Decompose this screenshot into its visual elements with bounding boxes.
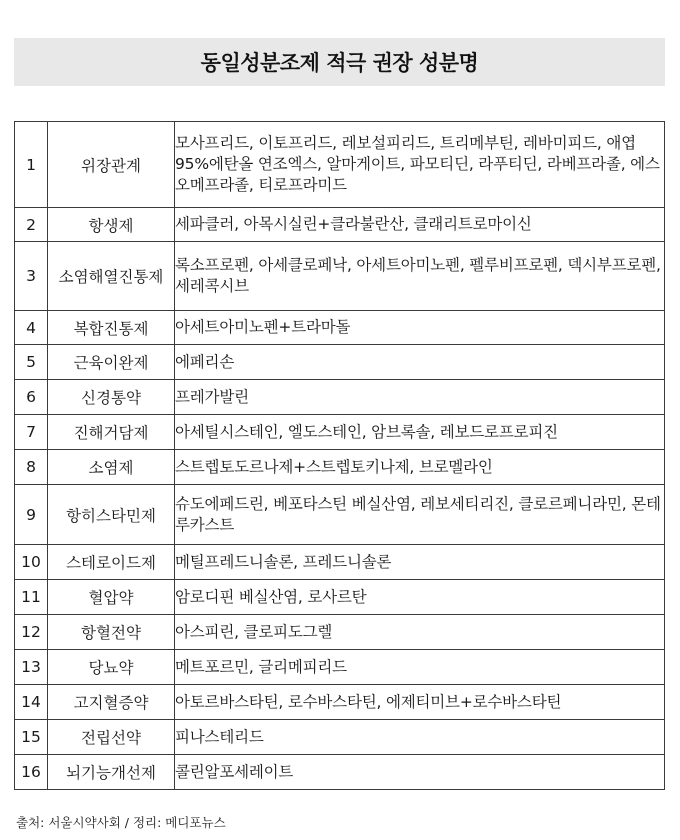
- ingredient-list: 모사프리드, 이토프리드, 레보설피리드, 트리메부틴, 레바미피드, 애엽 95%에탄올 연조엑스, 알마게이트, 파모티딘, 라푸티딘, 라베프라졸, 에스오메프라졸, 티로프라미드: [175, 122, 665, 208]
- drug-category: 진해거담제: [48, 415, 175, 450]
- row-number: 10: [15, 545, 48, 580]
- row-number: 5: [15, 345, 48, 380]
- row-number: 7: [15, 415, 48, 450]
- row-number: 14: [15, 685, 48, 720]
- table-row: [15, 122, 665, 208]
- page-title: 동일성분조제 적극 권장 성분명: [200, 51, 479, 75]
- ingredient-list: 에페리손: [175, 345, 665, 380]
- table-row: [15, 450, 665, 485]
- ingredient-list: 프레가발린: [175, 380, 665, 415]
- row-number: 2: [15, 208, 48, 242]
- ingredient-list: 세파클러, 아목시실린+클라불란산, 클래리트로마이신: [175, 208, 665, 242]
- table-row: [15, 345, 665, 380]
- ingredient-list: 메틸프레드니솔론, 프레드니솔론: [175, 545, 665, 580]
- table-row: [15, 755, 665, 790]
- ingredient-list: 슈도에페드린, 베포타스틴 베실산염, 레보세티리진, 클로르페니라민, 몬테루카스트: [175, 485, 665, 545]
- ingredient-list: 메트포르민, 글리메피리드: [175, 650, 665, 685]
- ingredient-list: 스트렙토도르나제+스트렙토키나제, 브로멜라인: [175, 450, 665, 485]
- drug-category: 소염제: [48, 450, 175, 485]
- table-row: [15, 545, 665, 580]
- drug-category: 항생제: [48, 208, 175, 242]
- ingredient-list: 콜린알포세레이트: [175, 755, 665, 790]
- table-row: [15, 720, 665, 755]
- drug-category: 스테로이드제: [48, 545, 175, 580]
- ingredient-list: 아토르바스타틴, 로수바스타틴, 에제티미브+로수바스타틴: [175, 685, 665, 720]
- row-number: 9: [15, 485, 48, 545]
- table-row: [15, 380, 665, 415]
- table-row: [15, 485, 665, 545]
- table-row: [15, 615, 665, 650]
- ingredient-list: 아세트아미노펜+트라마돌: [175, 311, 665, 345]
- drug-category: 복합진통제: [48, 311, 175, 345]
- table-row: [15, 650, 665, 685]
- drug-category: 항혈전약: [48, 615, 175, 650]
- drug-category: 근육이완제: [48, 345, 175, 380]
- row-number: 4: [15, 311, 48, 345]
- ingredient-table: [14, 121, 665, 790]
- drug-category: 소염해열진통제: [48, 242, 175, 311]
- row-number: 11: [15, 580, 48, 615]
- row-number: 6: [15, 380, 48, 415]
- table-row: [15, 415, 665, 450]
- ingredient-list: 피나스테리드: [175, 720, 665, 755]
- ingredient-list: 아세틸시스테인, 엘도스테인, 암브록솔, 레보드로프로피진: [175, 415, 665, 450]
- drug-category: 신경통약: [48, 380, 175, 415]
- drug-category: 항히스타민제: [48, 485, 175, 545]
- ingredient-list: 암로디핀 베실산염, 로사르탄: [175, 580, 665, 615]
- title-bar: [14, 38, 665, 86]
- table-row: [15, 580, 665, 615]
- drug-category: 뇌기능개선제: [48, 755, 175, 790]
- drug-category: 전립선약: [48, 720, 175, 755]
- row-number: 15: [15, 720, 48, 755]
- drug-category: 당뇨약: [48, 650, 175, 685]
- table-row: [15, 242, 665, 311]
- row-number: 3: [15, 242, 48, 311]
- source-note: 출처: 서울시약사회 / 정리: 메디포뉴스: [16, 815, 226, 830]
- table-row: [15, 311, 665, 345]
- row-number: 12: [15, 615, 48, 650]
- table-row: [15, 208, 665, 242]
- drug-category: 혈압약: [48, 580, 175, 615]
- row-number: 16: [15, 755, 48, 790]
- drug-category: 고지혈증약: [48, 685, 175, 720]
- row-number: 8: [15, 450, 48, 485]
- table-row: [15, 685, 665, 720]
- row-number: 13: [15, 650, 48, 685]
- ingredient-list: 록소프로펜, 아세클로페낙, 아세트아미노펜, 펠루비프로펜, 덱시부프로펜, 세레콕시브: [175, 242, 665, 311]
- drug-category: 위장관계: [48, 122, 175, 208]
- row-number: 1: [15, 122, 48, 208]
- table-body: [15, 122, 665, 790]
- ingredient-list: 아스피린, 클로피도그렐: [175, 615, 665, 650]
